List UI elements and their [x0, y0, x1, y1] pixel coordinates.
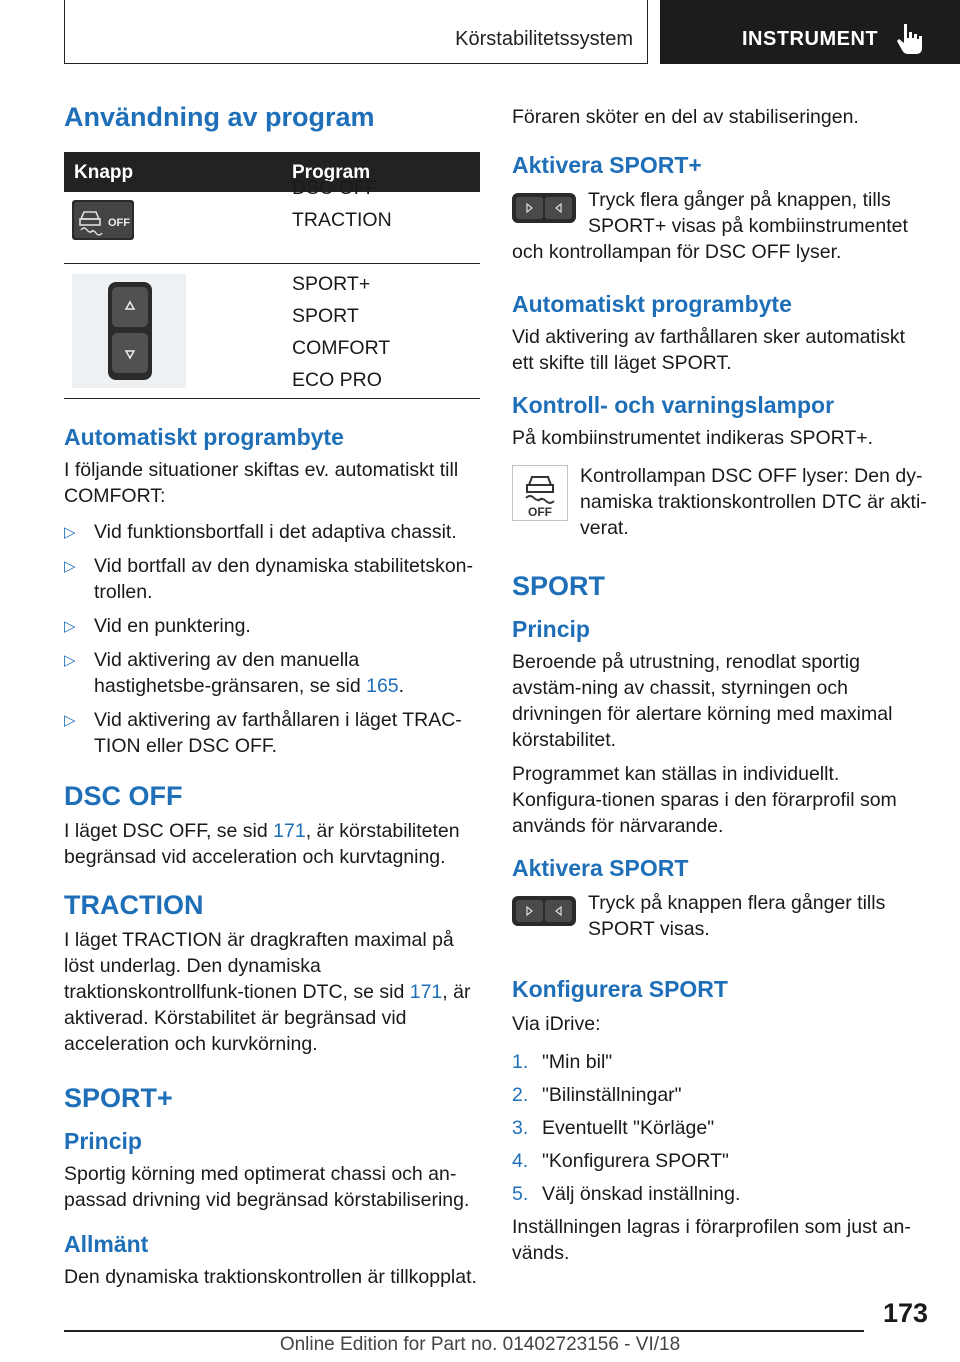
bullet-triangle-icon: ▷: [64, 558, 76, 575]
dsc-off-text: I läget DSC OFF, se sid 171, är körstabiliteten begränsad vid acceleration och kurvtagning.: [64, 820, 460, 868]
list-item: 2. "Bilinställningar": [512, 1084, 682, 1106]
hand-pointer-icon: [896, 22, 924, 56]
table-row: [64, 177, 480, 264]
principle-text: Sportig körning med optimerat chassi och an-passad drivning vid begränsad körstabilisering.: [64, 1163, 470, 1211]
edition-note: Online Edition for Part no. 01402723156 - VI/18: [279, 1334, 681, 1355]
chapter-tab: [64, 0, 648, 64]
list-item: ▷ Vid aktivering av den manuella hastighetsbe-gränsaren, se sid 165.: [64, 649, 405, 697]
list-item: ▷ Vid bortfall av den dynamiska stabilitetskon-trollen.: [64, 555, 474, 603]
right-body: [512, 104, 928, 1266]
list-item: 3. Eventuellt "Körläge": [512, 1117, 715, 1139]
left-body: [64, 424, 480, 1290]
traction-title: TRACTION: [64, 890, 204, 920]
program-comfort: COMFORT: [292, 337, 391, 359]
sport-title: SPORT: [512, 571, 606, 601]
list-item: 1. "Min bil": [512, 1051, 613, 1073]
auto-change-title: Automatiskt programbyte: [64, 424, 344, 450]
program-traction: TRACTION: [292, 209, 392, 231]
dsc-off-lamp-icon: [512, 465, 568, 521]
general-title: Allmänt: [64, 1231, 149, 1257]
program-dsc-off: DSC OFF: [292, 177, 378, 199]
activate-sport-plus-text: Tryck flera gånger på knappen, tills SPORT+ visas på kombiinstrumentet och kontrollampan för DSC OFF lyser.: [512, 189, 908, 263]
configure-intro: Via iDrive:: [512, 1013, 601, 1035]
svg-text:OFF: OFF: [528, 505, 552, 519]
activate-sport-plus-title: Aktivera SPORT+: [512, 152, 702, 178]
program-eco-pro: ECO PRO: [292, 369, 382, 391]
auto-change-text: Vid aktivering av farthållaren sker automatiskt ett skifte till läget SPORT.: [512, 326, 906, 374]
dsc-off-title: DSC OFF: [64, 781, 183, 811]
sport-plus-title: SPORT+: [64, 1083, 173, 1113]
list-item: 5. Välj önskad inställning.: [512, 1183, 741, 1205]
lamps-text: På kombiinstrumentet indikeras SPORT+.: [512, 427, 874, 449]
activate-sport-text: Tryck på knappen flera gånger tills SPORT visas.: [588, 892, 886, 940]
list-item: ▷ Vid funktionsbortfall i det adaptiva chassit.: [64, 519, 480, 545]
lamp-description: Kontrollampan DSC OFF lyser: Den dy-namiska traktionskontrollen DTC är akti-verat.: [580, 465, 927, 539]
activate-sport-title: Aktivera SPORT: [512, 855, 689, 881]
intro-text: Föraren sköter en del av stabiliseringen.: [512, 106, 859, 128]
section-title: INSTRUMENT: [742, 28, 879, 50]
general-text: Den dynamiska traktionskontrollen är tillkopplat.: [64, 1266, 477, 1288]
table-header: [64, 152, 480, 192]
svg-text:OFF: OFF: [108, 217, 130, 229]
mode-rocker-button-icon: [512, 191, 576, 225]
page-link[interactable]: 165: [366, 675, 399, 697]
list-item: 4. "Konfigurera SPORT": [512, 1150, 729, 1172]
list-item: ▷ Vid en punktering.: [64, 613, 480, 639]
program-sport-plus: SPORT+: [292, 273, 371, 295]
lamp-block: [512, 463, 928, 541]
auto-change-title: Automatiskt programbyte: [512, 291, 792, 317]
page-link[interactable]: 171: [273, 820, 306, 842]
footer-divider: [64, 1330, 864, 1332]
principle-title: Princip: [512, 616, 590, 642]
configure-sport-title: Konfigurera SPORT: [512, 976, 728, 1002]
mode-rocker-button-icon: [72, 274, 186, 388]
lamps-title: Kontroll- och varningslampor: [512, 392, 835, 418]
usage-title: Användning av program: [64, 102, 375, 132]
bullet-triangle-icon: ▷: [64, 524, 76, 541]
chapter-title: Körstabilitetssystem: [455, 28, 633, 50]
list-item: ▷ Vid aktivering av farthållaren i läget TRAC-TION eller DSC OFF.: [64, 709, 462, 757]
mode-rocker-button-icon: [512, 894, 576, 928]
bullet-triangle-icon: ▷: [64, 652, 76, 669]
auto-change-intro: I följande situationer skiftas ev. automatiskt till COMFORT:: [64, 459, 459, 507]
bullet-triangle-icon: ▷: [64, 618, 76, 635]
activate-sport-block: [512, 890, 928, 942]
principle-title: Princip: [64, 1128, 142, 1154]
program-sport: SPORT: [292, 305, 359, 327]
dsc-off-button-icon: [72, 200, 134, 240]
col-button-header: Knapp: [74, 162, 134, 183]
section-tab: [660, 0, 960, 64]
traction-text: I läget TRACTION är dragkraften maximal på löst underlag. Den dynamiska traktionskontrollfunk-tionen DTC, se sid 171, är aktiverad. Körstabilitet är begränsad vid acceleration och kurvkörning.: [64, 929, 471, 1055]
bullet-triangle-icon: ▷: [64, 712, 76, 729]
activate-sport-plus-block: [512, 187, 928, 265]
page-link[interactable]: 171: [409, 981, 443, 1003]
principle-text-1: Beroende på utrustning, renodlat sportig avstäm-ning av chassit, styrningen och drivningen för alertare körning med maximal körstabilitet.: [512, 651, 893, 751]
program-table: [64, 152, 480, 399]
col-program-header: Program: [292, 162, 371, 183]
principle-text-2: Programmet kan ställas in individuellt. Konfigura-tionen sparas i den förarprofil som används för närvarande.: [512, 763, 897, 837]
table-row: [64, 264, 480, 399]
configure-outro: Inställningen lagras i förarprofilen som just an-vänds.: [512, 1216, 911, 1264]
page-number: 173: [882, 1298, 928, 1328]
